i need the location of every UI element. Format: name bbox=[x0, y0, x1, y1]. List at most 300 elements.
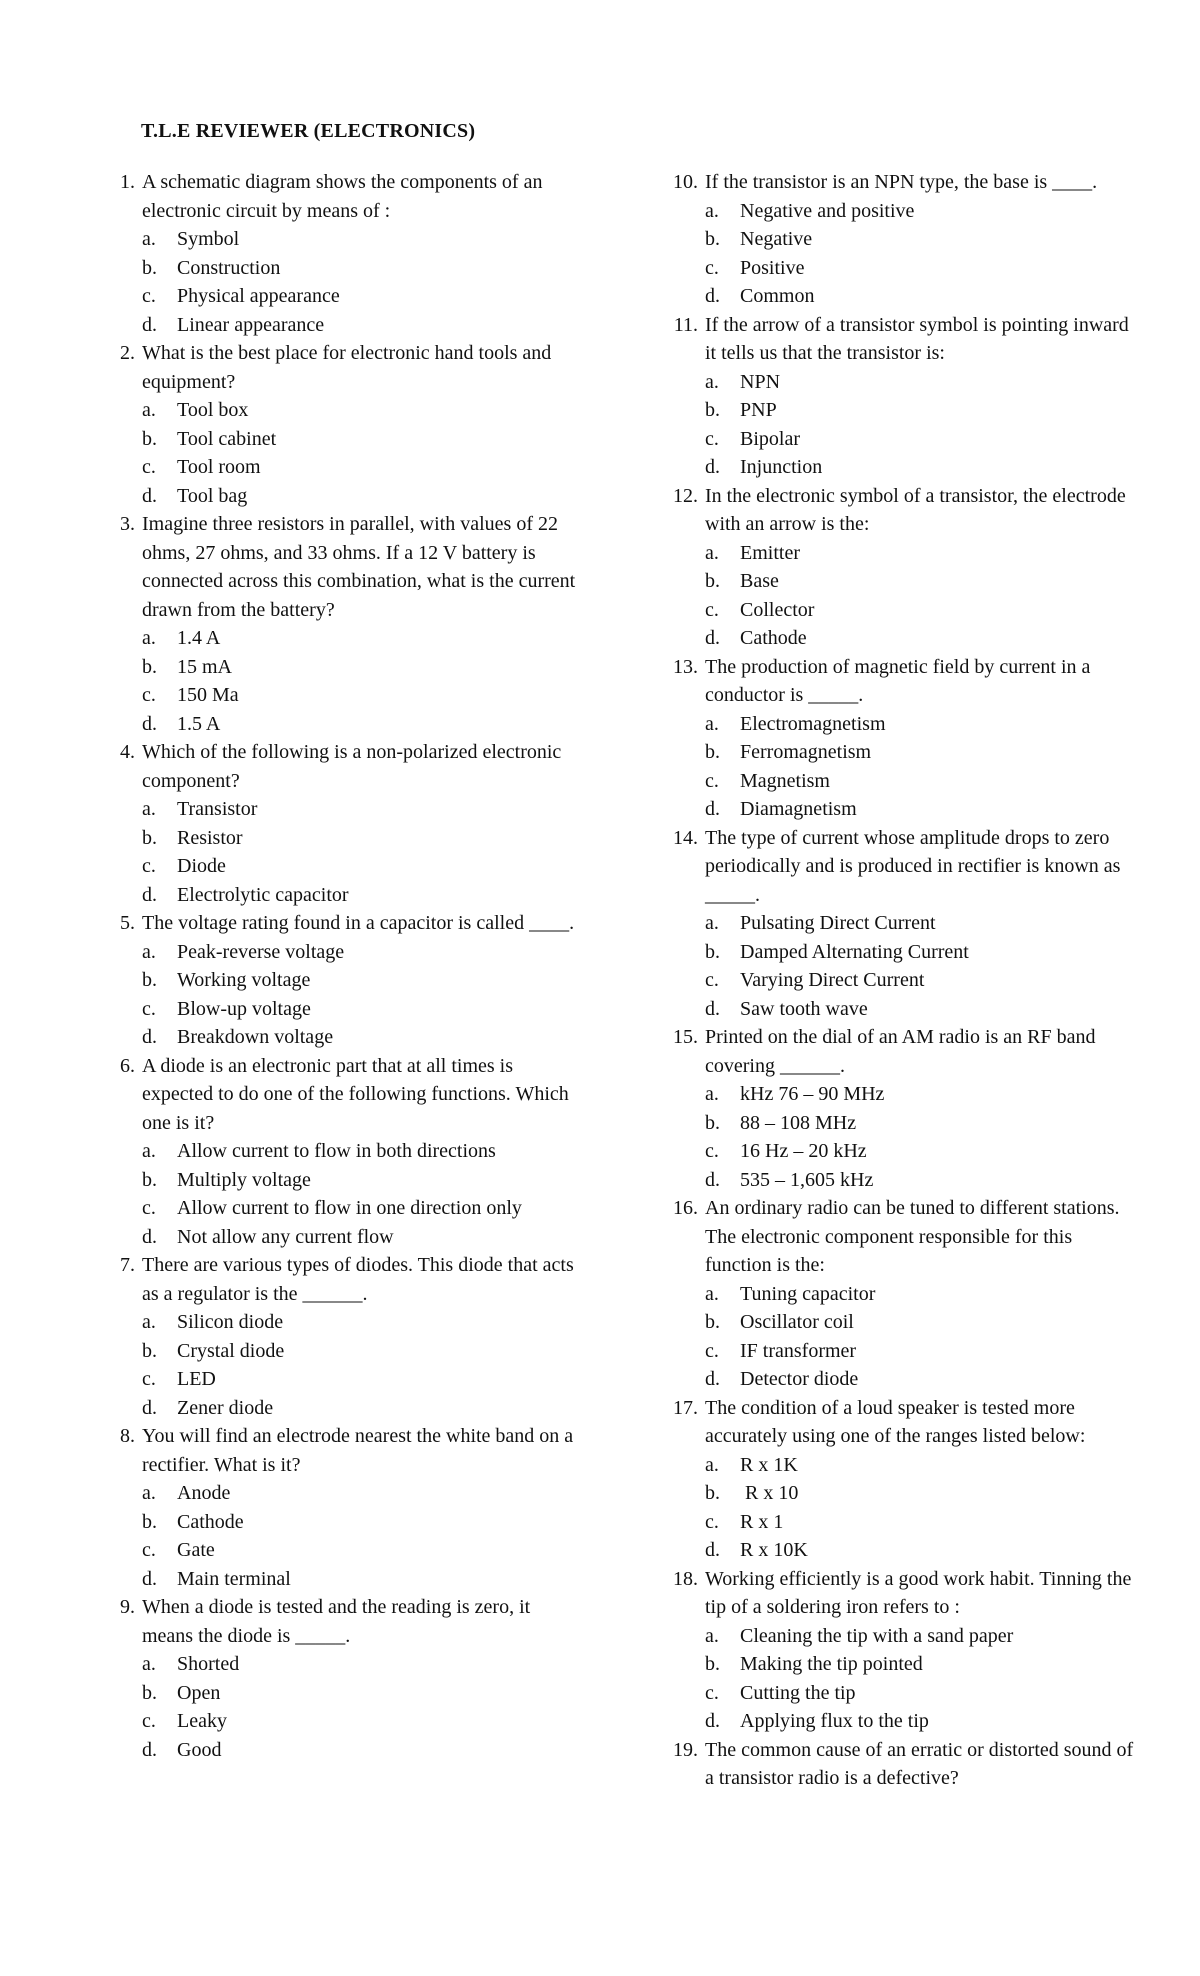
document-title: T.L.E REVIEWER (ELECTRONICS) bbox=[141, 120, 476, 142]
answer-option bbox=[107, 254, 577, 283]
option-letter: a. bbox=[705, 1083, 719, 1105]
answer-option bbox=[107, 453, 577, 482]
question-stem bbox=[670, 168, 1140, 197]
answer-option bbox=[107, 1308, 577, 1337]
option-text: Leaky bbox=[177, 1710, 227, 1732]
question-number: 9. bbox=[120, 1596, 135, 1618]
option-text: Shorted bbox=[177, 1653, 240, 1675]
answer-option bbox=[670, 1508, 1140, 1537]
option-letter: c. bbox=[705, 969, 719, 991]
option-text: LED bbox=[177, 1368, 216, 1390]
question-text: When a diode is tested and the reading is zero, it means the diode is _____. bbox=[142, 1596, 536, 1647]
answer-option bbox=[670, 1707, 1140, 1736]
answer-option bbox=[670, 938, 1140, 967]
question-item bbox=[670, 824, 1140, 1024]
answer-option bbox=[107, 311, 577, 340]
answer-option bbox=[107, 938, 577, 967]
option-text: Electromagnetism bbox=[740, 712, 886, 735]
question-item bbox=[670, 1194, 1140, 1394]
answer-option bbox=[107, 1679, 577, 1708]
option-letter: b. bbox=[142, 826, 157, 849]
option-letter: c. bbox=[142, 997, 156, 1020]
option-text: Transistor bbox=[177, 798, 258, 820]
option-text: Varying Direct Current bbox=[740, 969, 925, 991]
option-letter: b. bbox=[705, 741, 720, 763]
option-letter: d. bbox=[142, 1225, 157, 1248]
option-text: Crystal diode bbox=[177, 1339, 285, 1362]
option-text: Magnetism bbox=[740, 769, 830, 792]
option-letter: d. bbox=[142, 1567, 157, 1590]
answer-option bbox=[670, 197, 1140, 226]
question-item bbox=[107, 738, 577, 909]
question-stem bbox=[107, 1422, 577, 1479]
option-text: Injunction bbox=[740, 456, 823, 478]
option-text: R x 10K bbox=[740, 1539, 808, 1561]
question-stem bbox=[670, 482, 1140, 539]
question-text: The condition of a loud speaker is tested more accurately using one of the ranges listed below: bbox=[705, 1396, 1086, 1447]
answer-option bbox=[107, 681, 577, 710]
question-stem bbox=[107, 1593, 577, 1650]
option-text: Common bbox=[740, 285, 815, 307]
answer-option bbox=[107, 282, 577, 311]
option-letter: b. bbox=[705, 940, 720, 963]
option-letter: a. bbox=[142, 228, 156, 250]
question-number: 15. bbox=[673, 1026, 698, 1048]
option-text: Oscillator coil bbox=[740, 1311, 854, 1333]
option-letter: c. bbox=[705, 1140, 719, 1162]
answer-options bbox=[670, 909, 1140, 1023]
option-letter: c. bbox=[705, 769, 719, 792]
option-letter: d. bbox=[705, 1168, 720, 1191]
answer-option bbox=[107, 1479, 577, 1508]
option-letter: d. bbox=[705, 285, 720, 307]
option-letter: a. bbox=[705, 1282, 719, 1305]
question-number: 2. bbox=[120, 342, 135, 364]
question-item bbox=[107, 909, 577, 1052]
answer-option bbox=[670, 1280, 1140, 1309]
answer-option bbox=[107, 795, 577, 824]
option-text: Negative bbox=[740, 228, 813, 250]
answer-options bbox=[670, 1080, 1140, 1194]
option-letter: c. bbox=[705, 1510, 719, 1533]
question-item bbox=[670, 482, 1140, 653]
question-number: 8. bbox=[120, 1425, 135, 1447]
answer-option bbox=[670, 396, 1140, 425]
option-text: Allow current to flow in one direction only bbox=[177, 1197, 522, 1219]
answer-option bbox=[670, 425, 1140, 454]
answer-option bbox=[107, 1337, 577, 1366]
option-text: Not allow any current flow bbox=[177, 1225, 394, 1248]
option-text: Saw tooth wave bbox=[740, 997, 868, 1020]
question-text: There are various types of diodes. This diode that acts as a regulator is the ______. bbox=[142, 1254, 579, 1305]
answer-option bbox=[670, 596, 1140, 625]
option-text: Main terminal bbox=[177, 1567, 291, 1590]
question-number: 5. bbox=[120, 912, 135, 934]
option-text: Gate bbox=[177, 1539, 215, 1561]
option-letter: c. bbox=[142, 1368, 156, 1390]
option-text: Symbol bbox=[177, 228, 240, 250]
option-letter: a. bbox=[705, 199, 719, 222]
answer-option bbox=[107, 1194, 577, 1223]
answer-options bbox=[107, 938, 577, 1052]
option-letter: b. bbox=[705, 399, 720, 421]
answer-option bbox=[107, 1536, 577, 1565]
answer-option bbox=[107, 995, 577, 1024]
option-text: Allow current to flow in both directions bbox=[177, 1140, 496, 1162]
answer-option bbox=[107, 1137, 577, 1166]
answer-option bbox=[670, 1080, 1140, 1109]
answer-option bbox=[107, 653, 577, 682]
option-text: PNP bbox=[740, 399, 777, 421]
question-text: An ordinary radio can be tuned to different stations. The electronic component responsible for this function is the: bbox=[705, 1197, 1125, 1276]
option-letter: d. bbox=[142, 313, 157, 336]
option-letter: d. bbox=[705, 456, 720, 478]
answer-option bbox=[670, 767, 1140, 796]
option-letter: d. bbox=[142, 484, 157, 507]
option-text: Breakdown voltage bbox=[177, 1026, 334, 1048]
option-text: 16 Hz – 20 kHz bbox=[740, 1140, 867, 1162]
question-text: If the transistor is an NPN type, the base is ____. bbox=[705, 171, 1098, 193]
question-number: 7. bbox=[120, 1254, 135, 1276]
option-text: 88 – 108 MHz bbox=[740, 1111, 857, 1134]
question-item bbox=[670, 653, 1140, 824]
option-text: Making the tip pointed bbox=[740, 1653, 923, 1675]
answer-option bbox=[670, 710, 1140, 739]
option-letter: c. bbox=[142, 1710, 156, 1732]
question-text: Working efficiently is a good work habit. Tinning the tip of a soldering iron refers to : bbox=[705, 1567, 1137, 1618]
question-text: Which of the following is a non-polarized electronic component? bbox=[142, 741, 567, 792]
option-text: Collector bbox=[740, 598, 815, 621]
option-text: Diamagnetism bbox=[740, 798, 857, 820]
answer-option bbox=[670, 624, 1140, 653]
question-stem bbox=[107, 510, 581, 624]
option-letter: b. bbox=[705, 1653, 720, 1675]
option-letter: d. bbox=[142, 712, 157, 735]
question-number: 10. bbox=[673, 171, 698, 193]
option-text: Detector diode bbox=[740, 1368, 859, 1390]
option-letter: b. bbox=[705, 228, 720, 250]
option-letter: a. bbox=[705, 541, 719, 564]
option-letter: b. bbox=[142, 427, 157, 450]
answer-option bbox=[670, 1337, 1140, 1366]
option-letter: a. bbox=[705, 712, 719, 735]
answer-options bbox=[670, 197, 1140, 311]
answer-option bbox=[107, 1508, 577, 1537]
question-text: A diode is an electronic part that at all times is expected to do one of the following functions. Which one is it? bbox=[142, 1054, 574, 1134]
option-letter: b. bbox=[705, 1482, 720, 1504]
option-text: 150 Ma bbox=[177, 684, 239, 706]
option-text: R x 1K bbox=[740, 1453, 798, 1476]
option-text: R x 10 bbox=[740, 1482, 799, 1504]
option-text: Tool room bbox=[177, 456, 261, 478]
option-text: 1.5 A bbox=[177, 712, 221, 735]
answer-option bbox=[107, 710, 577, 739]
option-text: Diode bbox=[177, 855, 226, 877]
option-letter: b. bbox=[142, 256, 157, 279]
answer-option bbox=[670, 995, 1140, 1024]
answer-option bbox=[107, 1707, 577, 1736]
option-letter: b. bbox=[142, 969, 157, 991]
question-number: 6. bbox=[120, 1054, 135, 1077]
left-column bbox=[107, 168, 581, 1764]
question-number: 18. bbox=[673, 1567, 698, 1590]
answer-option bbox=[107, 824, 577, 853]
answer-options bbox=[107, 1479, 577, 1593]
answer-option bbox=[107, 1365, 577, 1394]
option-text: 15 mA bbox=[177, 655, 232, 678]
option-letter: c. bbox=[142, 684, 156, 706]
answer-option bbox=[670, 1308, 1140, 1337]
answer-options bbox=[670, 1451, 1140, 1565]
question-item bbox=[670, 311, 1140, 482]
question-item bbox=[670, 1565, 1140, 1736]
option-letter: d. bbox=[142, 1396, 157, 1419]
option-letter: a. bbox=[142, 399, 156, 421]
answer-option bbox=[670, 282, 1140, 311]
option-letter: d. bbox=[705, 1539, 720, 1561]
option-text: Zener diode bbox=[177, 1396, 274, 1419]
question-number: 4. bbox=[120, 741, 135, 763]
answer-option bbox=[107, 852, 577, 881]
answer-options bbox=[670, 1622, 1140, 1736]
question-text: The common cause of an erratic or distorted sound of a transistor radio is a defective? bbox=[705, 1738, 1139, 1789]
right-column bbox=[670, 168, 1140, 1793]
option-letter: a. bbox=[142, 798, 156, 820]
answer-options bbox=[107, 1650, 577, 1764]
option-letter: d. bbox=[705, 627, 720, 649]
answer-options bbox=[670, 368, 1140, 482]
question-stem bbox=[107, 1251, 577, 1308]
option-text: Anode bbox=[177, 1482, 231, 1504]
answer-option bbox=[670, 1650, 1140, 1679]
answer-option bbox=[670, 795, 1140, 824]
answer-options bbox=[107, 795, 577, 909]
question-stem bbox=[107, 168, 577, 225]
question-stem bbox=[107, 738, 577, 795]
option-letter: d. bbox=[705, 997, 720, 1020]
option-letter: c. bbox=[142, 456, 156, 478]
option-letter: c. bbox=[705, 598, 719, 621]
question-item bbox=[107, 1593, 577, 1764]
question-stem bbox=[670, 1394, 1140, 1451]
option-letter: c. bbox=[142, 1197, 156, 1219]
answer-option bbox=[670, 1679, 1140, 1708]
option-letter: c. bbox=[142, 1539, 156, 1561]
answer-option bbox=[670, 966, 1140, 995]
question-text: The production of magnetic field by current in a conductor is _____. bbox=[705, 655, 1096, 706]
option-text: Electrolytic capacitor bbox=[177, 883, 349, 906]
option-text: Tool box bbox=[177, 399, 249, 421]
option-text: Open bbox=[177, 1681, 221, 1704]
option-text: Applying flux to the tip bbox=[740, 1710, 929, 1732]
answer-options bbox=[670, 1280, 1140, 1394]
option-letter: a. bbox=[142, 1311, 156, 1333]
option-text: Working voltage bbox=[177, 969, 311, 991]
answer-options bbox=[107, 225, 577, 339]
question-item bbox=[107, 510, 581, 738]
answer-options bbox=[670, 539, 1140, 653]
question-number: 12. bbox=[673, 484, 698, 507]
option-letter: a. bbox=[705, 912, 719, 934]
option-text: Good bbox=[177, 1738, 222, 1761]
question-number: 11. bbox=[673, 313, 698, 336]
question-item bbox=[107, 1052, 577, 1252]
answer-option bbox=[107, 624, 577, 653]
answer-option bbox=[670, 225, 1140, 254]
question-number: 13. bbox=[673, 655, 698, 678]
option-letter: a. bbox=[142, 1482, 156, 1504]
option-letter: b. bbox=[142, 1339, 157, 1362]
option-letter: d. bbox=[705, 1710, 720, 1732]
question-text: Printed on the dial of an AM radio is an RF band covering ______. bbox=[705, 1026, 1101, 1077]
answer-option bbox=[107, 1736, 577, 1765]
option-letter: b. bbox=[705, 1111, 720, 1134]
option-text: Peak-reverse voltage bbox=[177, 940, 345, 963]
option-letter: a. bbox=[142, 940, 156, 963]
option-letter: a. bbox=[705, 1624, 719, 1647]
answer-option bbox=[670, 1109, 1140, 1138]
answer-options bbox=[107, 1308, 577, 1422]
option-text: NPN bbox=[740, 370, 781, 393]
answer-options bbox=[107, 396, 577, 510]
option-text: Cleaning the tip with a sand paper bbox=[740, 1624, 1014, 1647]
option-text: 535 – 1,605 kHz bbox=[740, 1168, 874, 1191]
option-text: Construction bbox=[177, 256, 281, 279]
question-item bbox=[670, 168, 1140, 311]
question-stem bbox=[670, 653, 1140, 710]
option-letter: d. bbox=[705, 1368, 720, 1390]
option-letter: b. bbox=[142, 655, 157, 678]
question-text: In the electronic symbol of a transistor, the electrode with an arrow is the: bbox=[705, 484, 1131, 535]
option-letter: a. bbox=[705, 370, 719, 393]
answer-option bbox=[670, 1451, 1140, 1480]
question-stem bbox=[670, 1565, 1140, 1622]
question-item bbox=[107, 168, 577, 339]
option-letter: b. bbox=[142, 1681, 157, 1704]
option-text: Silicon diode bbox=[177, 1311, 284, 1333]
answer-option bbox=[107, 482, 577, 511]
option-text: Tool bag bbox=[177, 484, 248, 507]
option-text: Positive bbox=[740, 256, 805, 279]
answer-option bbox=[107, 1223, 577, 1252]
question-text: The type of current whose amplitude drops to zero periodically and is produced in rectifier is known as _____. bbox=[705, 826, 1126, 906]
answer-option bbox=[107, 225, 577, 254]
answer-option bbox=[670, 1137, 1140, 1166]
question-item bbox=[107, 1422, 577, 1593]
answer-option bbox=[670, 909, 1140, 938]
option-text: kHz 76 – 90 MHz bbox=[740, 1083, 885, 1105]
answer-option bbox=[107, 966, 577, 995]
option-text: Tool cabinet bbox=[177, 427, 277, 450]
option-text: Tuning capacitor bbox=[740, 1282, 876, 1305]
option-letter: c. bbox=[142, 285, 156, 307]
option-letter: b. bbox=[142, 1510, 157, 1533]
answer-options bbox=[107, 1137, 577, 1251]
question-item bbox=[107, 1251, 577, 1422]
option-letter: c. bbox=[705, 256, 719, 279]
option-text: Linear appearance bbox=[177, 313, 325, 336]
option-letter: c. bbox=[142, 855, 156, 877]
option-letter: c. bbox=[705, 1339, 719, 1362]
answer-option bbox=[107, 881, 577, 910]
question-number: 16. bbox=[673, 1197, 698, 1219]
option-letter: c. bbox=[705, 427, 719, 450]
answer-option bbox=[107, 1166, 577, 1195]
option-text: Pulsating Direct Current bbox=[740, 912, 936, 934]
question-item bbox=[107, 339, 577, 510]
question-text: You will find an electrode nearest the white band on a rectifier. What is it? bbox=[142, 1425, 579, 1476]
answer-option bbox=[670, 453, 1140, 482]
question-item bbox=[670, 1736, 1140, 1793]
option-letter: d. bbox=[142, 1026, 157, 1048]
answer-option bbox=[670, 567, 1140, 596]
option-letter: a. bbox=[142, 1140, 156, 1162]
answer-option bbox=[107, 1650, 577, 1679]
option-text: Ferromagnetism bbox=[740, 741, 872, 763]
question-stem bbox=[670, 311, 1140, 368]
option-letter: a. bbox=[142, 1653, 156, 1675]
answer-option bbox=[670, 738, 1140, 767]
question-stem bbox=[670, 824, 1140, 910]
option-letter: c. bbox=[705, 1681, 719, 1704]
answer-option bbox=[670, 1365, 1140, 1394]
answer-option bbox=[107, 1023, 577, 1052]
question-number: 14. bbox=[673, 826, 698, 849]
answer-option bbox=[670, 539, 1140, 568]
answer-option bbox=[670, 254, 1140, 283]
answer-option bbox=[670, 368, 1140, 397]
answer-option bbox=[107, 396, 577, 425]
option-text: IF transformer bbox=[740, 1339, 857, 1362]
question-number: 17. bbox=[673, 1396, 698, 1419]
option-letter: d. bbox=[142, 1738, 157, 1761]
answer-option bbox=[670, 1479, 1140, 1508]
option-text: Negative and positive bbox=[740, 199, 915, 222]
option-letter: a. bbox=[705, 1453, 719, 1476]
option-text: R x 1 bbox=[740, 1510, 784, 1533]
question-number: 1. bbox=[120, 171, 135, 193]
answer-option bbox=[107, 425, 577, 454]
answer-option bbox=[107, 1394, 577, 1423]
question-number: 3. bbox=[120, 513, 135, 535]
option-letter: b. bbox=[142, 1168, 157, 1191]
answer-option bbox=[107, 1565, 577, 1594]
option-text: Base bbox=[740, 570, 779, 592]
option-text: Blow-up voltage bbox=[177, 997, 311, 1020]
answer-option bbox=[670, 1166, 1140, 1195]
option-text: Multiply voltage bbox=[177, 1168, 311, 1191]
answer-options bbox=[107, 624, 577, 738]
question-text: What is the best place for electronic hand tools and equipment? bbox=[142, 342, 557, 393]
option-text: 1.4 A bbox=[177, 627, 221, 649]
answer-option bbox=[670, 1536, 1140, 1565]
question-stem bbox=[670, 1194, 1140, 1280]
option-letter: d. bbox=[142, 883, 157, 906]
option-letter: b. bbox=[705, 570, 720, 592]
option-text: Bipolar bbox=[740, 427, 800, 450]
question-text: A schematic diagram shows the components of an electronic circuit by means of : bbox=[142, 171, 548, 222]
question-number: 19. bbox=[673, 1738, 698, 1761]
question-stem bbox=[107, 909, 577, 938]
question-item bbox=[670, 1394, 1140, 1565]
question-stem bbox=[670, 1023, 1140, 1080]
question-text: The voltage rating found in a capacitor is called ____. bbox=[142, 912, 575, 934]
option-letter: b. bbox=[705, 1311, 720, 1333]
question-stem bbox=[107, 1052, 577, 1138]
option-text: Damped Alternating Current bbox=[740, 940, 969, 963]
option-text: Emitter bbox=[740, 541, 800, 564]
question-item bbox=[670, 1023, 1140, 1194]
